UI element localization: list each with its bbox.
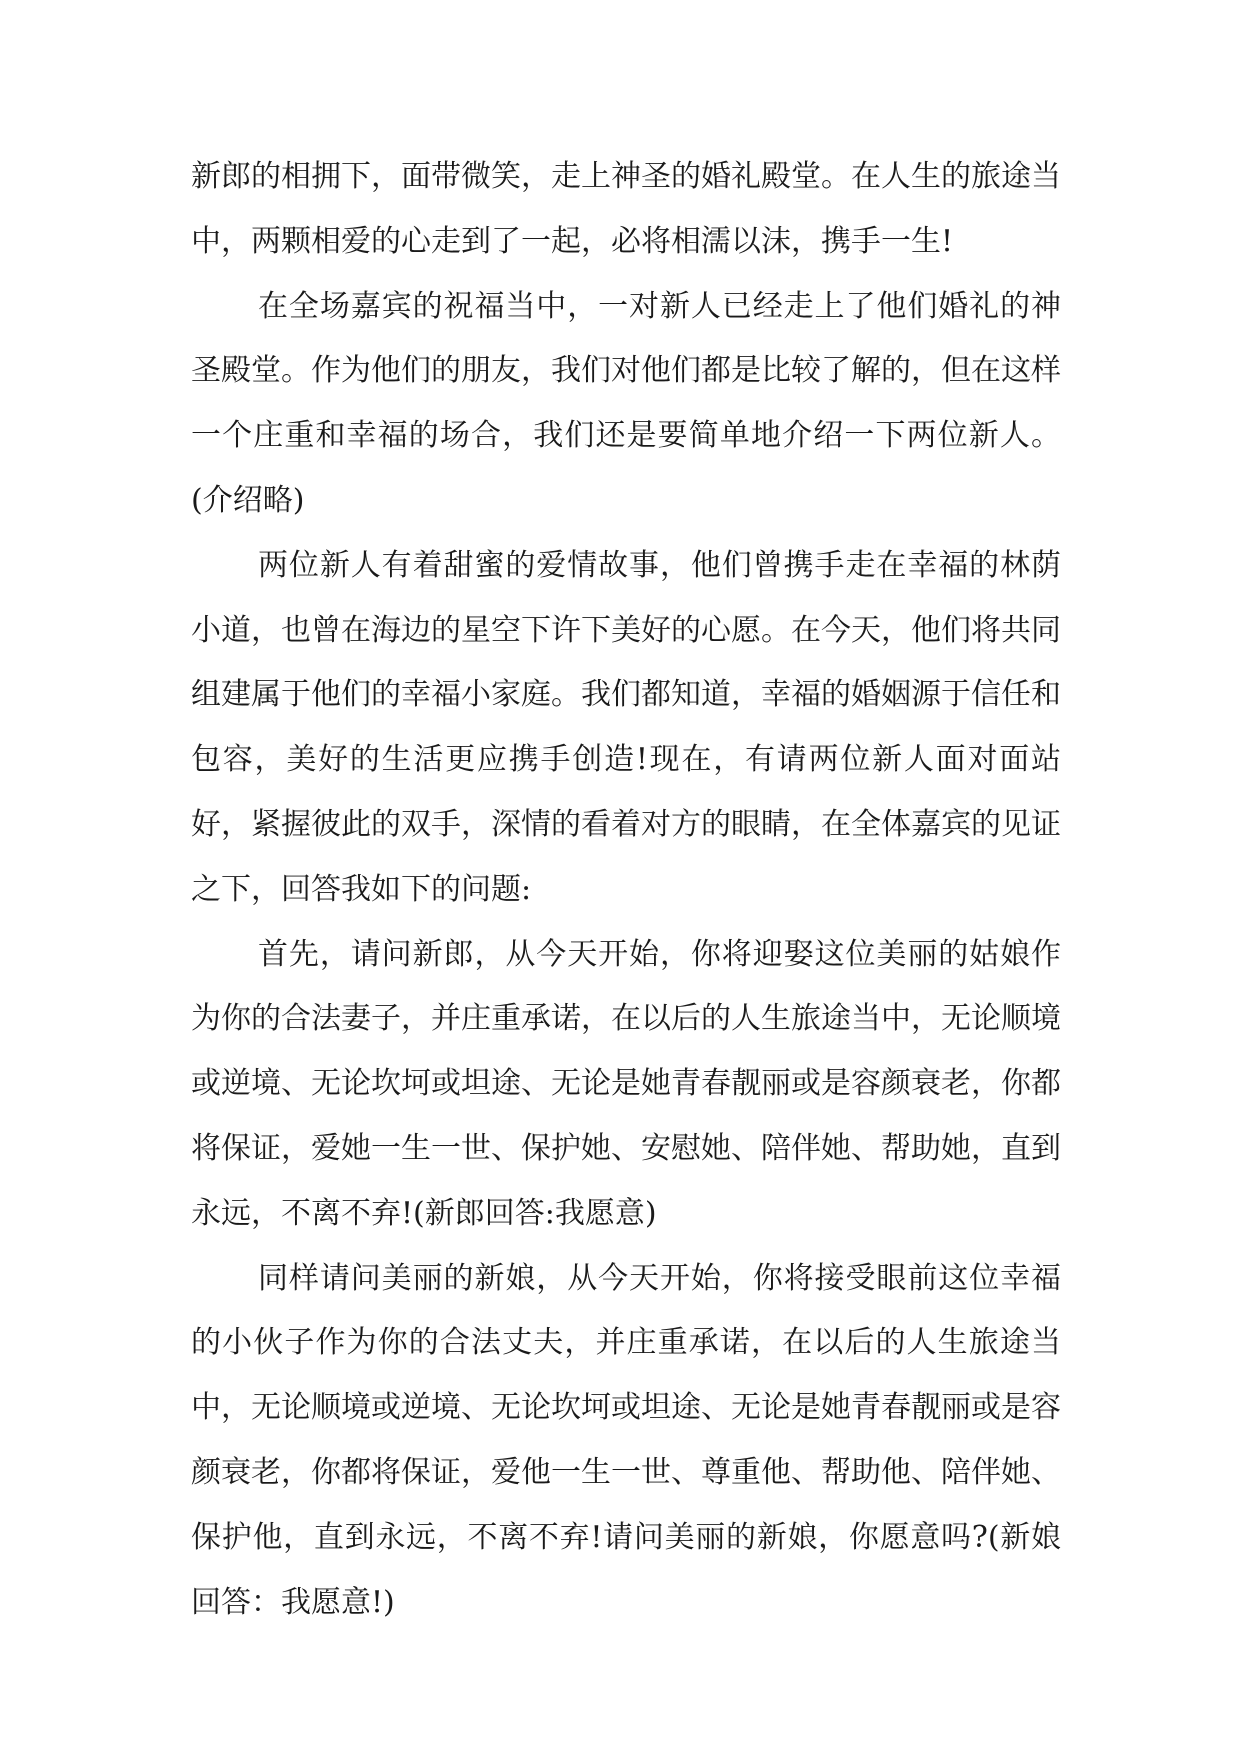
paragraph-groom-vow: 首先，请问新郎，从今天开始，你将迎娶这位美丽的姑娘作为你的合法妻子，并庄重承诺，在以后的人生旅途当中，无论顺境或逆境、无论坎坷或坦途、无论是她青春靓丽或是容颜衰老，你都将保证，爱她一生一世、保护她、安慰她、陪伴她、帮助她，直到永远，不离不弃!(新郎回答:我愿意) bbox=[191, 936, 1061, 1231]
paragraph-introduction: 在全场嘉宾的祝福当中，一对新人已经走上了他们婚礼的神圣殿堂。作为他们的朋友，我们对他们都是比较了解的，但在这样一个庄重和幸福的场合，我们还是要简单地介绍一下两位新人。(介绍略) bbox=[191, 288, 1061, 518]
paragraph-continuation: 新郎的相拥下，面带微笑，走上神圣的婚礼殿堂。在人生的旅途当中，两颗相爱的心走到了一起，必将相濡以沫，携手一生! bbox=[191, 159, 1061, 259]
paragraph-love-story: 两位新人有着甜蜜的爱情故事，他们曾携手走在幸福的林荫小道，也曾在海边的星空下许下美好的心愿。在今天，他们将共同组建属于他们的幸福小家庭。我们都知道，幸福的婚姻源于信任和包容，美好的生活更应携手创造!现在，有请两位新人面对面站好，紧握彼此的双手，深情的看着对方的眼睛，在全体嘉宾的见证之下，回答我如下的问题: bbox=[191, 547, 1061, 907]
paragraph-bride-vow: 同样请问美丽的新娘，从今天开始，你将接受眼前这位幸福的小伙子作为你的合法丈夫，并庄重承诺，在以后的人生旅途当中，无论顺境或逆境、无论坎坷或坦途、无论是她青春靓丽或是容颜衰老，你都将保证，爱他一生一世、尊重他、帮助他、陪伴她、保护他，直到永远，不离不弃!请问美丽的新娘，你愿意吗?(新娘回答：我愿意!) bbox=[191, 1260, 1061, 1620]
document-body bbox=[191, 145, 1061, 1635]
